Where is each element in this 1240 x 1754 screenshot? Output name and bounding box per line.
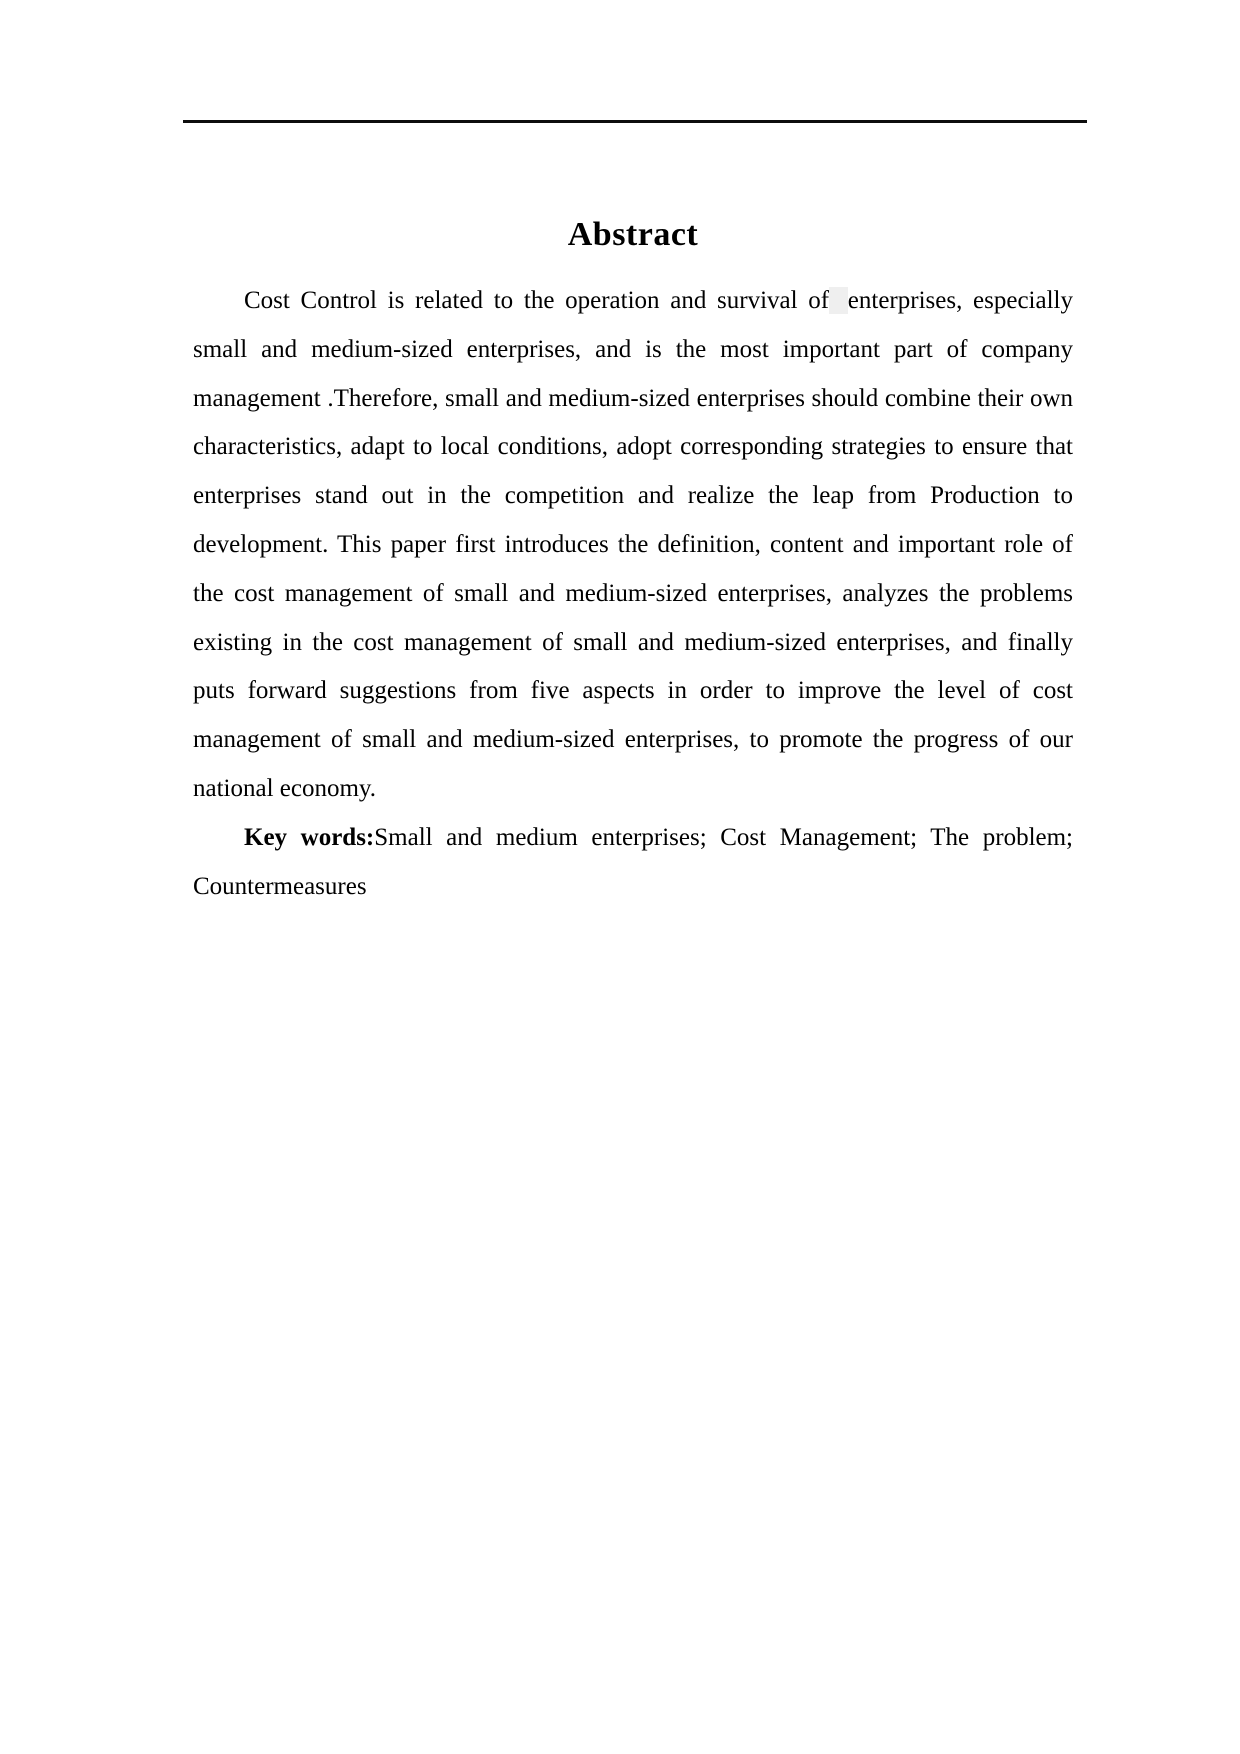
keywords-text: Small and medium enterprises; Cost Management; The problem; Countermeasures bbox=[193, 823, 1073, 900]
page-title: Abstract bbox=[567, 215, 699, 253]
abstract-text-after-highlight: enterprises, especially small and medium-sized enterprises, and is the most important part of company management .Therefore, small and medium-sized enterprises should combine their own characteristics, adapt to local conditions, adopt corresponding strategies to ensure that enterprises stand out in the competition and realize the leap from Production to development. This paper first introduces the definition, content and important role of the cost management of small and medium-sized enterprises, analyzes the problems existing in the cost management of small and medium-sized enterprises, and finally puts forward suggestions from five aspects in order to improve the level of cost management of small and medium-sized enterprises, to promote the progress of our national economy. bbox=[193, 287, 1073, 802]
abstract-text-before-highlight: Cost Control is related to the operation and survival of bbox=[244, 287, 830, 314]
abstract-paragraph bbox=[193, 277, 1073, 814]
header-rule bbox=[183, 120, 1087, 123]
keywords-paragraph bbox=[193, 814, 1073, 912]
keywords-label: Key words: bbox=[244, 823, 375, 851]
highlighted-space bbox=[829, 287, 848, 314]
abstract-content bbox=[193, 277, 1073, 911]
